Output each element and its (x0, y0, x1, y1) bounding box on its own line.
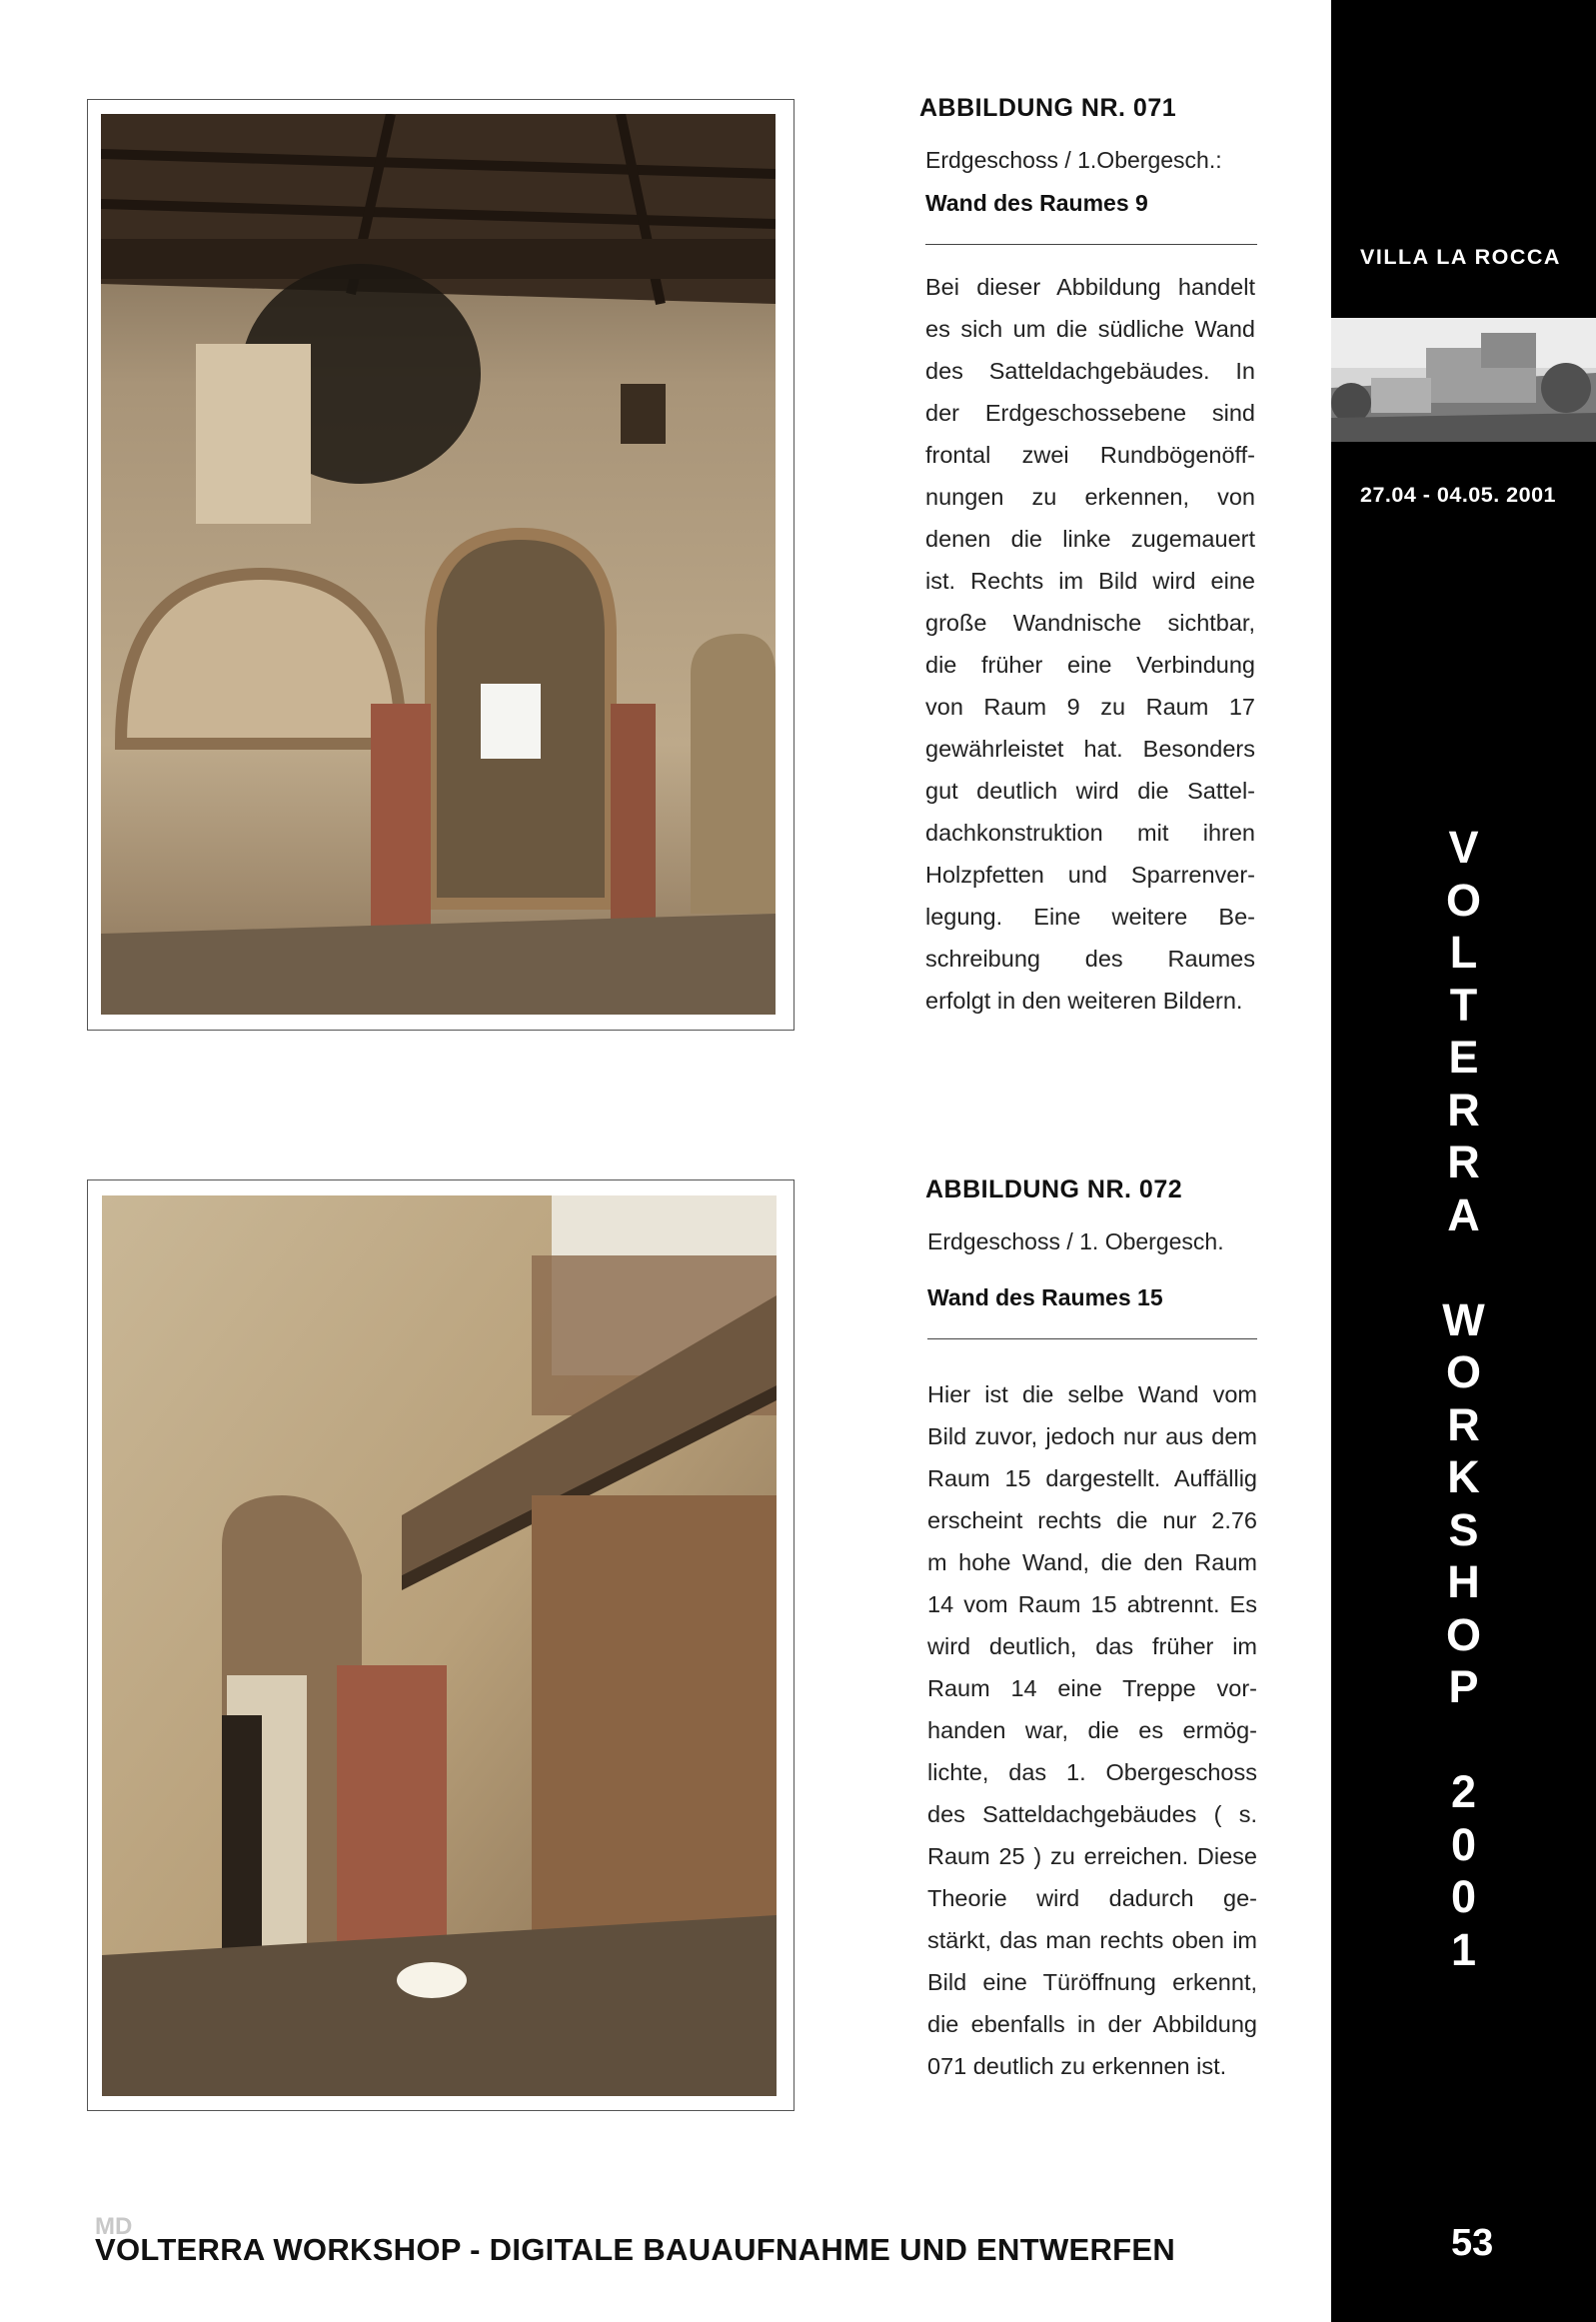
description-line: der Erdgeschossebene sind (925, 400, 1255, 426)
description-line: gut deutlich wird die Sattel- (925, 778, 1255, 804)
title-letter: 0 (1450, 1818, 1477, 1870)
description-line: erfolgt in den weiteren Bildern. (925, 988, 1243, 1014)
title-letter: R (1447, 1084, 1480, 1136)
description-line: dachkonstruktion mit ihren (925, 820, 1255, 846)
title-letter: V (1448, 822, 1479, 873)
footer-mark: MD (95, 2213, 133, 2240)
description-line: die ebenfalls in der Abbildung (927, 2011, 1257, 2037)
workshop-dates: 27.04 - 04.05. 2001 (1360, 483, 1556, 507)
description-line: ist. Rechts im Bild wird eine (925, 568, 1255, 594)
figure-072-description (927, 1373, 1257, 2087)
description-line: die früher eine Verbindung (925, 652, 1255, 678)
page-number: 53 (1451, 2222, 1494, 2264)
title-letter: R (1447, 1137, 1480, 1187)
title-letter: 1 (1450, 1923, 1477, 1975)
description-line: Bild eine Türöffnung erkennt, (927, 1969, 1257, 1995)
description-line: m hohe Wand, die den Raum (927, 1549, 1257, 1575)
title-gap (1331, 1714, 1596, 1767)
footer-title: VOLTERRA WORKSHOP - DIGITALE BAUAUFNAHME UND ENTWERFEN (95, 2232, 1176, 2267)
description-line: erscheint rechts die nur 2.76 (927, 1507, 1257, 1533)
title-gap (1331, 1241, 1596, 1294)
title-letter: K (1447, 1451, 1480, 1502)
description-line: lichte, das 1. Obergeschoss (927, 1759, 1257, 1785)
figure-071-divider (925, 244, 1257, 245)
title-letter: S (1448, 1503, 1479, 1555)
figure-071-heading: ABBILDUNG NR. 071 (919, 94, 1177, 122)
figure-071-floor: Erdgeschoss / 1.Obergesch.: (925, 147, 1222, 173)
description-line: schreibung des Raumes (925, 946, 1255, 972)
description-line: 071 deutlich zu erkennen ist. (927, 2053, 1227, 2079)
title-letter: R (1447, 1398, 1480, 1450)
description-line: Theorie wird dadurch ge- (927, 1885, 1257, 1911)
title-letter: A (1447, 1188, 1480, 1240)
figure-071-photo (101, 114, 776, 1015)
description-line: frontal zwei Rundbögenöff- (925, 442, 1255, 468)
vertical-title (1331, 822, 1596, 1976)
description-line: 14 vom Raum 15 abtrennt. Es (927, 1591, 1257, 1617)
description-line: wird deutlich, das früher im (927, 1633, 1257, 1659)
description-line: nungen zu erkennen, von (925, 484, 1255, 510)
description-line: von Raum 9 zu Raum 17 (925, 694, 1255, 720)
description-line: Hier ist die selbe Wand vom (927, 1381, 1257, 1407)
title-letter: 0 (1450, 1871, 1477, 1922)
title-letter: W (1442, 1293, 1485, 1345)
description-line: es sich um die südliche Wand (925, 316, 1255, 342)
description-line: Raum 15 dargestellt. Auffällig (927, 1465, 1257, 1491)
project-name: VILLA LA ROCCA (1360, 245, 1561, 269)
title-letter: O (1445, 1346, 1481, 1397)
title-letter: L (1449, 927, 1478, 978)
description-line: des Satteldachgebäudes ( s. (927, 1801, 1257, 1827)
figure-071-room: Wand des Raumes 9 (925, 190, 1148, 216)
figure-071-description (925, 266, 1255, 1022)
description-line: Raum 25 ) zu erreichen. Diese (927, 1843, 1257, 1869)
villa-thumbnail (1331, 318, 1596, 442)
description-line: denen die linke zugemauert (925, 526, 1255, 552)
description-line: des Satteldachgebäudes. In (925, 358, 1255, 384)
title-letter: O (1445, 874, 1481, 926)
figure-072-floor: Erdgeschoss / 1. Obergesch. (927, 1228, 1224, 1254)
title-letter: 2 (1450, 1766, 1477, 1817)
figure-072-room: Wand des Raumes 15 (927, 1284, 1163, 1310)
description-line: gewährleistet hat. Besonders (925, 736, 1255, 762)
title-letter: H (1447, 1556, 1480, 1607)
figure-072-photo (102, 1195, 777, 2096)
description-line: Bild zuvor, jedoch nur aus dem (927, 1423, 1257, 1449)
title-letter: T (1449, 979, 1478, 1031)
description-line: handen war, die es ermög- (927, 1717, 1257, 1743)
description-line: Raum 14 eine Treppe vor- (927, 1675, 1257, 1701)
description-line: legung. Eine weitere Be- (925, 904, 1255, 930)
figure-072-heading: ABBILDUNG NR. 072 (925, 1175, 1183, 1203)
description-line: große Wandnische sichtbar, (925, 610, 1255, 636)
description-line: Holzpfetten und Sparrenver- (925, 862, 1255, 888)
title-letter: O (1445, 1608, 1481, 1660)
title-letter: E (1448, 1032, 1479, 1083)
figure-072-divider (927, 1338, 1257, 1339)
description-line: Bei dieser Abbildung handelt (925, 274, 1255, 300)
title-letter: P (1448, 1661, 1479, 1712)
description-line: stärkt, das man rechts oben im (927, 1927, 1257, 1953)
